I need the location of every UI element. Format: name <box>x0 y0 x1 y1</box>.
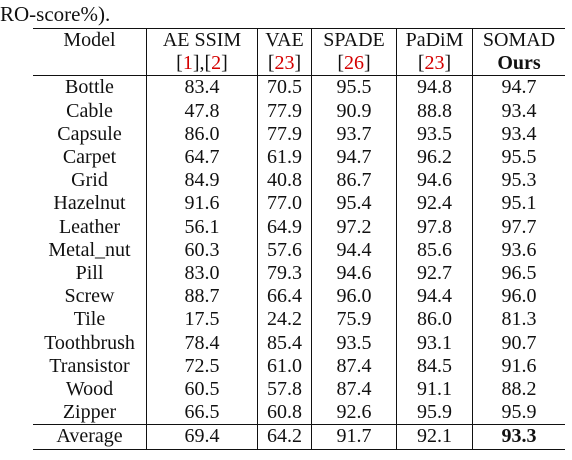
padim-ref-close: ] <box>444 52 452 75</box>
cell-padim: 88.8 <box>397 100 473 123</box>
cell-somad: 95.5 <box>501 146 537 169</box>
cell-spade: 95.4 <box>312 192 397 215</box>
cell-vae: 77.0 <box>258 192 312 215</box>
cell-vae: 64.9 <box>258 216 312 239</box>
ae-ref-close: ] <box>221 52 228 75</box>
cell-somad: 95.1 <box>501 192 537 215</box>
cell-vae: 77.9 <box>258 100 312 123</box>
table-row <box>33 285 565 308</box>
cell-somad: 81.3 <box>501 308 537 331</box>
cell-ae-ssim: 78.4 <box>147 332 258 355</box>
cell-padim: 94.8 <box>397 76 473 100</box>
cell-somad: 95.9 <box>501 401 537 424</box>
table-row <box>33 169 565 192</box>
ae-ref-mid: ],[ <box>192 52 212 75</box>
cell-vae: 85.4 <box>258 332 312 355</box>
average-ae-ssim: 69.4 <box>147 425 258 449</box>
cell-somad: 93.4 <box>501 99 537 122</box>
header-somad: SOMAD <box>473 29 566 53</box>
row-model-name: Grid <box>33 169 147 192</box>
cell-somad: 94.7 <box>501 76 537 99</box>
header-row-1 <box>33 29 565 53</box>
table-row <box>33 216 565 239</box>
table-row <box>33 100 565 123</box>
average-row <box>33 425 565 449</box>
padim-ref-open: [ <box>417 52 425 75</box>
vae-ref-link[interactable]: 23 <box>274 52 295 75</box>
spade-ref-close: ] <box>364 52 371 75</box>
table-row <box>33 355 565 378</box>
cell-vae: 77.9 <box>258 123 312 146</box>
cell-somad: 88.2 <box>501 378 537 401</box>
header-spade: SPADE <box>312 29 397 53</box>
row-model-name: Screw <box>33 285 147 308</box>
cell-spade: 95.5 <box>312 76 397 100</box>
row-model-name: Wood <box>33 378 147 401</box>
cell-padim: 94.4 <box>397 285 473 308</box>
row-model-name: Toothbrush <box>33 332 147 355</box>
cell-spade: 92.6 <box>312 401 397 425</box>
cell-ae-ssim: 66.5 <box>147 401 258 425</box>
table-row <box>33 308 565 331</box>
cell-ae-ssim: 84.9 <box>147 169 258 192</box>
spade-ref-open: [ <box>337 52 344 75</box>
cell-spade: 87.4 <box>312 378 397 401</box>
header-padim: PaDiM <box>397 29 473 53</box>
cell-padim: 93.1 <box>397 332 473 355</box>
row-model-name: Metal_nut <box>33 239 147 262</box>
cell-spade: 90.9 <box>312 100 397 123</box>
spade-ref-link[interactable]: 26 <box>344 52 364 75</box>
cell-spade: 75.9 <box>312 308 397 331</box>
row-model-name: Cable <box>33 100 147 123</box>
average-somad: 93.3 <box>473 425 566 449</box>
cell-spade: 96.0 <box>312 285 397 308</box>
cell-padim: 85.6 <box>397 239 473 262</box>
row-model-name: Pill <box>33 262 147 285</box>
cell-somad: 93.6 <box>501 238 537 261</box>
cell-padim: 91.1 <box>397 378 473 401</box>
row-model-name: Zipper <box>33 401 147 425</box>
cell-spade: 97.2 <box>312 216 397 239</box>
cell-ae-ssim: 60.5 <box>147 378 258 401</box>
table-row <box>33 378 565 401</box>
header-ae-ssim: AE SSIM <box>147 29 258 53</box>
cell-ae-ssim: 72.5 <box>147 355 258 378</box>
ae-ref-open: [ <box>176 52 183 75</box>
padim-ref-link[interactable]: 23 <box>424 52 445 75</box>
cell-vae: 61.9 <box>258 146 312 169</box>
vae-ref-open: [ <box>267 52 275 75</box>
cell-somad: 96.0 <box>501 285 537 308</box>
row-model-name: Leather <box>33 216 147 239</box>
cell-ae-ssim: 17.5 <box>147 308 258 331</box>
cell-vae: 57.6 <box>258 239 312 262</box>
header-vae: VAE <box>258 29 312 53</box>
cell-somad: 90.7 <box>501 331 537 354</box>
table-row <box>33 262 565 285</box>
ae-ref-1-link[interactable]: 1 <box>182 52 193 75</box>
table-row <box>33 123 565 146</box>
cell-vae: 60.8 <box>258 401 312 425</box>
cell-ae-ssim: 88.7 <box>147 285 258 308</box>
row-model-name: Capsule <box>33 123 147 146</box>
cell-spade: 86.7 <box>312 169 397 192</box>
table-row <box>33 76 565 100</box>
average-padim: 92.1 <box>397 425 473 449</box>
header-somad-ours: Ours <box>473 52 566 76</box>
table-row <box>33 239 565 262</box>
average-vae: 64.2 <box>258 425 312 449</box>
table-row <box>33 332 565 355</box>
cell-padim: 96.2 <box>397 146 473 169</box>
cell-ae-ssim: 83.0 <box>147 262 258 285</box>
table-caption: RO-score%). <box>0 2 111 26</box>
header-ae-refs <box>147 52 258 76</box>
row-model-name: Carpet <box>33 146 147 169</box>
vae-ref-close: ] <box>294 52 302 75</box>
table-row <box>33 192 565 215</box>
cell-vae: 79.3 <box>258 262 312 285</box>
cell-spade: 94.6 <box>312 262 397 285</box>
cell-somad: 97.7 <box>501 215 537 238</box>
header-row-2 <box>33 52 565 76</box>
average-spade: 91.7 <box>312 425 397 449</box>
row-model-name: Bottle <box>33 76 147 100</box>
cell-spade: 87.4 <box>312 355 397 378</box>
cell-ae-ssim: 60.3 <box>147 239 258 262</box>
row-model-name: Hazelnut <box>33 192 147 215</box>
cell-vae: 40.8 <box>258 169 312 192</box>
cell-ae-ssim: 86.0 <box>147 123 258 146</box>
cell-somad: 96.5 <box>501 262 537 285</box>
cell-vae: 24.2 <box>258 308 312 331</box>
cell-somad: 91.6 <box>501 354 537 377</box>
cell-ae-ssim: 47.8 <box>147 100 258 123</box>
cell-ae-ssim: 83.4 <box>147 76 258 100</box>
cell-padim: 95.9 <box>397 401 473 425</box>
cell-somad: 95.3 <box>501 169 537 192</box>
cell-padim: 84.5 <box>397 355 473 378</box>
cell-padim: 93.5 <box>397 123 473 146</box>
results-table <box>33 28 565 450</box>
cell-padim: 92.4 <box>397 192 473 215</box>
cell-vae: 70.5 <box>258 76 312 100</box>
header-padim-ref <box>397 52 473 76</box>
row-model-name: Transistor <box>33 355 147 378</box>
header-vae-ref <box>258 52 312 76</box>
table-row <box>33 401 565 425</box>
cell-spade: 93.7 <box>312 123 397 146</box>
cell-spade: 94.4 <box>312 239 397 262</box>
cell-ae-ssim: 56.1 <box>147 216 258 239</box>
header-spade-ref <box>312 52 397 76</box>
cell-padim: 92.7 <box>397 262 473 285</box>
cell-somad: 93.4 <box>501 122 537 145</box>
cell-padim: 94.6 <box>397 169 473 192</box>
row-model-name: Tile <box>33 308 147 331</box>
cell-padim: 97.8 <box>397 216 473 239</box>
header-model: Model <box>33 29 147 53</box>
cell-ae-ssim: 91.6 <box>147 192 258 215</box>
cell-spade: 94.7 <box>312 146 397 169</box>
cell-vae: 57.8 <box>258 378 312 401</box>
cell-spade: 93.5 <box>312 332 397 355</box>
cell-ae-ssim: 64.7 <box>147 146 258 169</box>
table-row <box>33 146 565 169</box>
ae-ref-2-link[interactable]: 2 <box>211 52 222 75</box>
average-label: Average <box>33 425 147 449</box>
header-model-blank <box>33 52 147 76</box>
cell-padim: 86.0 <box>397 308 473 331</box>
cell-vae: 66.4 <box>258 285 312 308</box>
cell-vae: 61.0 <box>258 355 312 378</box>
